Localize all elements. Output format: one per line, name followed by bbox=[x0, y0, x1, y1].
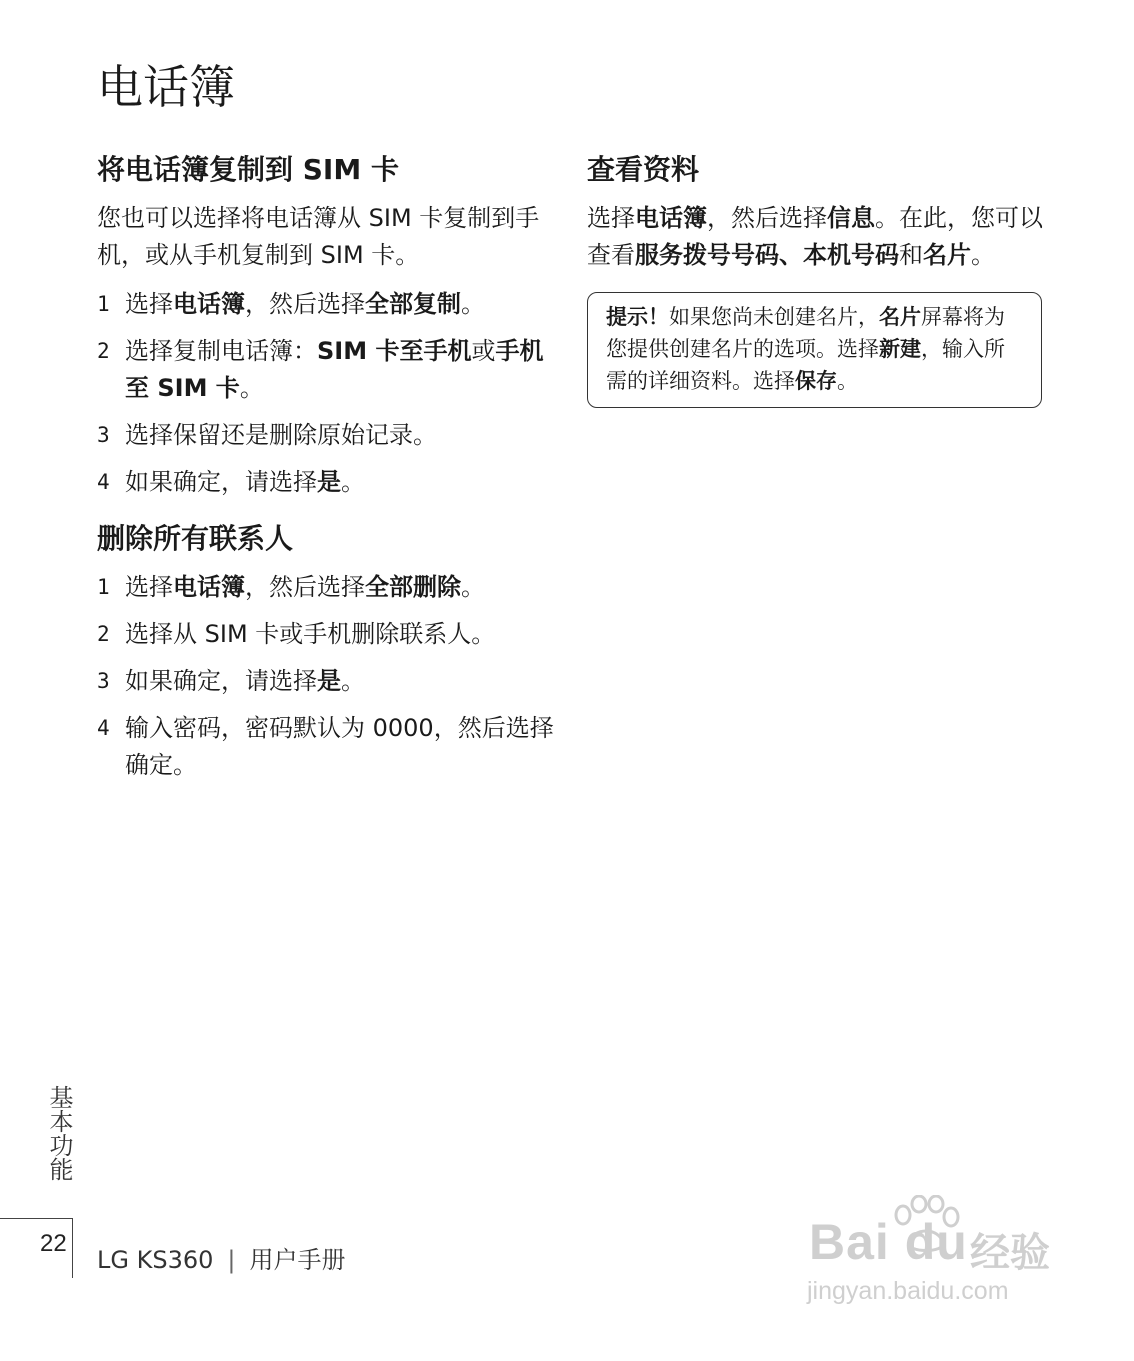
step-menu-term: 是 bbox=[317, 468, 341, 496]
section-side-label: 基本功能 bbox=[45, 1085, 73, 1181]
step-menu-term: SIM 卡至手机 bbox=[317, 337, 472, 365]
watermark-brand: Bai du bbox=[809, 1214, 968, 1270]
step-number: 3 bbox=[97, 669, 110, 693]
step-text: 如果确定，请选择 bbox=[125, 667, 317, 695]
list-item bbox=[97, 663, 557, 700]
watermark-chinese: 经验 bbox=[970, 1230, 1050, 1276]
step-menu-term: 全部删除 bbox=[365, 573, 461, 601]
menu-term: 服务拨号号码、本机号码 bbox=[635, 241, 899, 269]
tip-box bbox=[587, 292, 1042, 408]
menu-term: 电话簿 bbox=[635, 204, 707, 232]
page-number: 22 bbox=[40, 1230, 67, 1257]
step-text: 选择复制电话簿： bbox=[125, 337, 317, 365]
body-text: 和 bbox=[899, 241, 923, 269]
body-text: 。 bbox=[971, 241, 995, 269]
tip-text: 屏幕将为您提供创建名片的选项。选择 bbox=[606, 305, 1005, 361]
copy-steps-list bbox=[97, 286, 557, 501]
baidu-watermark bbox=[805, 1195, 1075, 1315]
view-section-paragraph bbox=[587, 200, 1047, 274]
copy-section-intro: 您也可以选择将电话簿从 SIM 卡复制到手机，或从手机复制到 SIM 卡。 bbox=[97, 204, 540, 269]
step-text: ，然后选择 bbox=[245, 290, 365, 318]
step-menu-term: 手机至 SIM 卡 bbox=[125, 337, 544, 402]
tip-label: 提示！ bbox=[606, 305, 669, 329]
step-number: 1 bbox=[97, 575, 110, 599]
step-text: 选择保留还是删除原始记录。 bbox=[125, 421, 437, 449]
step-number: 2 bbox=[97, 622, 110, 646]
step-text: 。 bbox=[461, 573, 485, 601]
footer-vertical-divider bbox=[72, 1218, 73, 1278]
step-number: 3 bbox=[97, 423, 110, 447]
step-menu-term: 全部复制 bbox=[365, 290, 461, 318]
list-item bbox=[97, 417, 557, 454]
delete-section-heading: 删除所有联系人 bbox=[97, 522, 294, 555]
step-menu-term: 电话簿 bbox=[173, 573, 245, 601]
footer bbox=[97, 1240, 345, 1275]
tip-menu-term: 新建 bbox=[879, 337, 921, 361]
step-text: 。 bbox=[341, 468, 365, 496]
step-menu-term: 是 bbox=[317, 667, 341, 695]
step-text: 。 bbox=[239, 374, 264, 402]
tip-text: 如果您尚未创建名片， bbox=[669, 305, 879, 329]
list-item bbox=[97, 333, 557, 407]
body-text: 选择 bbox=[587, 204, 635, 232]
watermark-url: jingyan.baidu.com bbox=[807, 1277, 1009, 1305]
list-item bbox=[97, 286, 557, 323]
tip-text: 。 bbox=[837, 369, 858, 393]
step-number: 1 bbox=[97, 292, 110, 316]
footer-product: LG KS360 bbox=[97, 1246, 214, 1274]
step-text: 或 bbox=[471, 337, 496, 365]
right-column bbox=[587, 150, 1047, 408]
list-item bbox=[97, 464, 557, 501]
list-item bbox=[97, 569, 557, 606]
tip-text: ，输入所需的详细资料。选择 bbox=[606, 337, 1005, 393]
tip-menu-term: 保存 bbox=[795, 369, 837, 393]
body-text: ，然后选择 bbox=[707, 204, 827, 232]
step-text: 。 bbox=[461, 290, 485, 318]
step-number: 4 bbox=[97, 716, 110, 740]
footer-separator: | bbox=[227, 1246, 236, 1274]
step-text: 输入密码，密码默认为 0000，然后选择确定。 bbox=[125, 714, 554, 779]
step-menu-term: 电话簿 bbox=[173, 290, 245, 318]
step-number: 4 bbox=[97, 470, 110, 494]
step-text: 。 bbox=[341, 667, 365, 695]
footer-divider bbox=[0, 1218, 73, 1219]
tip-menu-term: 名片 bbox=[879, 305, 921, 329]
list-item bbox=[97, 710, 557, 784]
step-text: 如果确定，请选择 bbox=[125, 468, 317, 496]
step-text: 选择从 SIM 卡或手机删除联系人。 bbox=[125, 620, 496, 648]
delete-steps-list bbox=[97, 569, 557, 784]
menu-term: 名片 bbox=[923, 241, 971, 269]
list-item bbox=[97, 616, 557, 653]
view-section-heading: 查看资料 bbox=[587, 153, 700, 186]
left-column bbox=[97, 150, 557, 794]
copy-section-heading: 将电话簿复制到 SIM 卡 bbox=[97, 153, 399, 186]
step-number: 2 bbox=[97, 339, 110, 363]
step-text: ，然后选择 bbox=[245, 573, 365, 601]
footer-manual-label: 用户手册 bbox=[249, 1246, 346, 1274]
page-title: 电话簿 bbox=[97, 60, 235, 114]
step-text: 选择 bbox=[125, 573, 173, 601]
step-text: 选择 bbox=[125, 290, 173, 318]
menu-term: 信息 bbox=[827, 204, 875, 232]
body-text: 。在此，您可以查看 bbox=[587, 204, 1043, 269]
